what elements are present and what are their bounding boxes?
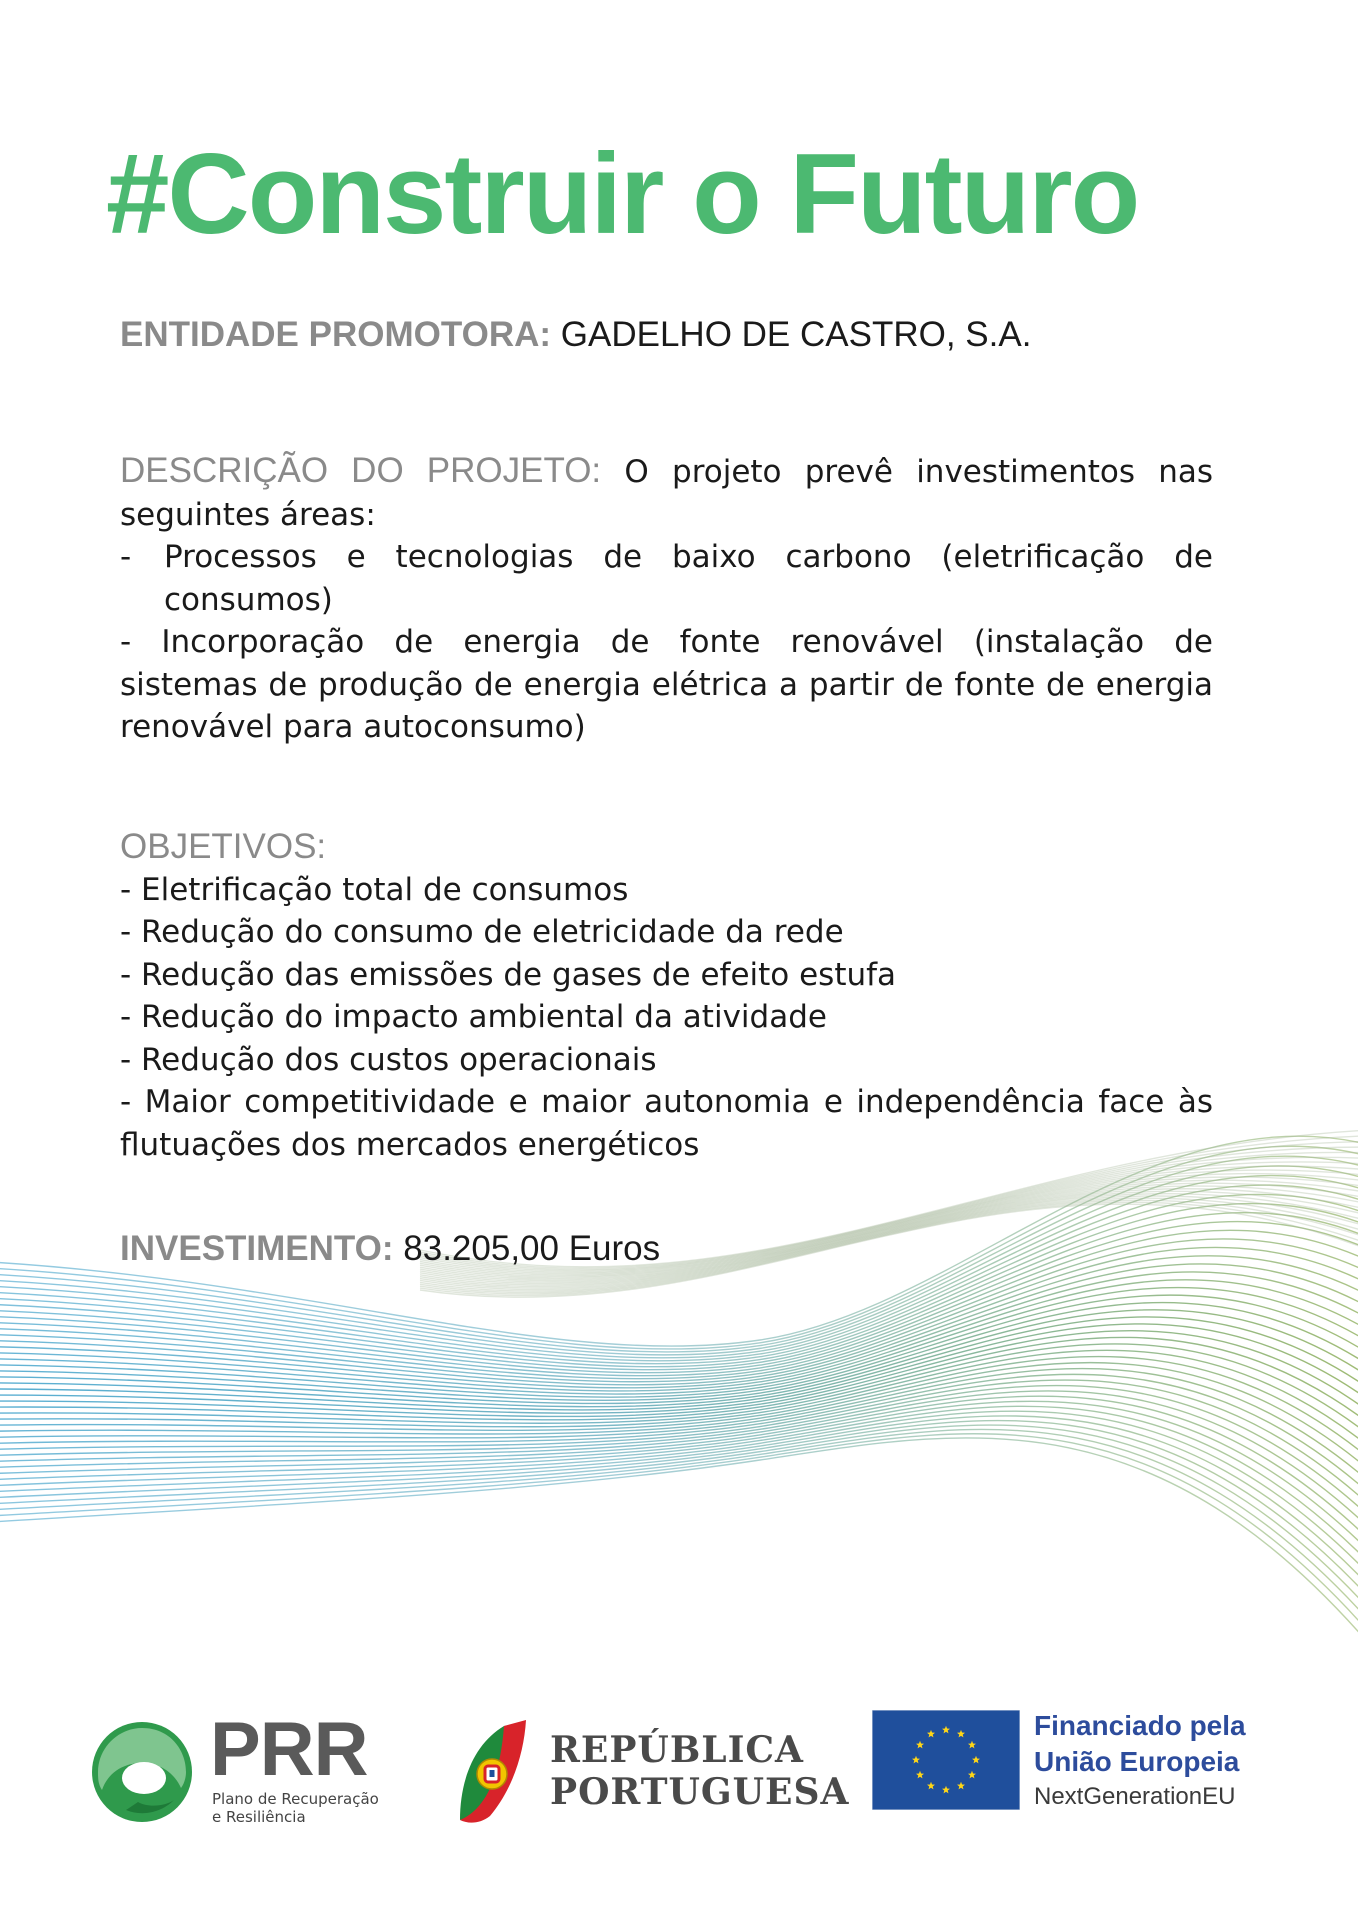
prr-logo <box>86 1707 416 1832</box>
eu-funding-line1: Financiado pela <box>1034 1710 1246 1741</box>
prr-logo-name: PRR <box>210 1707 368 1792</box>
eu-funding-line2: União Europeia <box>1034 1746 1240 1777</box>
project-area-item <box>120 536 1213 621</box>
list-dash: - <box>120 539 132 575</box>
eu-funding-line3: NextGenerationEU <box>1034 1783 1236 1810</box>
republica-portuguesa-logo <box>454 1716 850 1828</box>
objective-item: - Eletrificação total de consumos <box>120 871 629 908</box>
project-description-intro-line2: seguintes áreas: <box>120 496 376 533</box>
investment-label: INVESTIMENTO: <box>120 1229 394 1268</box>
project-description-intro: O projeto prevê investimentos nas <box>624 454 1213 490</box>
wave-line <box>0 1438 1358 1645</box>
republica-portuguesa-line1: REPÚBLICA <box>550 1729 804 1771</box>
wave-line <box>0 1425 1358 1610</box>
promoting-entity-value: GADELHO DE CASTRO, S.A. <box>560 315 1032 354</box>
page-title: #Construir o Futuro <box>106 131 1139 258</box>
eu-funding-logo <box>872 1708 1272 1818</box>
project-area-item-line: Processos e tecnologias de baixo carbono (eletrificação de <box>164 539 1213 575</box>
project-area-item-line: consumos) <box>164 581 333 618</box>
objective-item: - Redução do consumo de eletricidade da rede <box>120 914 844 950</box>
objectives-label: OBJETIVOS: <box>120 827 327 866</box>
wave-line <box>0 1434 1358 1634</box>
objective-item: - Redução das emissões de gases de efeito estufa <box>120 956 897 993</box>
objective-item: - Redução do impacto ambiental da atividade <box>120 999 827 1035</box>
objectives <box>120 826 1213 1166</box>
project-description-label: DESCRIÇÃO DO PROJETO: <box>120 451 602 490</box>
objective-item: - Redução dos custos operacionais <box>120 1041 657 1078</box>
project-area-item-line: sistemas de produção de energia elétrica a partir de fonte de energia <box>120 666 1213 703</box>
wave-line <box>0 1429 1358 1621</box>
prr-logo-subtitle: e Resiliência <box>212 1808 306 1826</box>
investment <box>120 1228 1213 1271</box>
portuguese-flag-emblem-icon <box>454 1720 530 1824</box>
prr-emblem-icon <box>86 1716 198 1828</box>
prr-logo-subtitle: Plano de Recuperação <box>212 1790 379 1808</box>
project-description <box>120 450 1213 749</box>
project-area-item-line: - Incorporação de energia de fonte renovável (instalação de <box>120 624 1213 660</box>
promoting-entity-label: ENTIDADE PROMOTORA: <box>120 315 552 354</box>
eu-flag-icon <box>872 1710 1020 1810</box>
project-area-item-line: renovável para autoconsumo) <box>120 709 586 745</box>
objective-item-continuation: flutuações dos mercados energéticos <box>120 1126 700 1163</box>
promoting-entity <box>120 314 1213 357</box>
objective-item: - Maior competitividade e maior autonomia e independência face às <box>120 1084 1213 1120</box>
investment-value: 83.205,00 Euros <box>403 1229 661 1268</box>
republica-portuguesa-line2: PORTUGUESA <box>550 1771 850 1813</box>
